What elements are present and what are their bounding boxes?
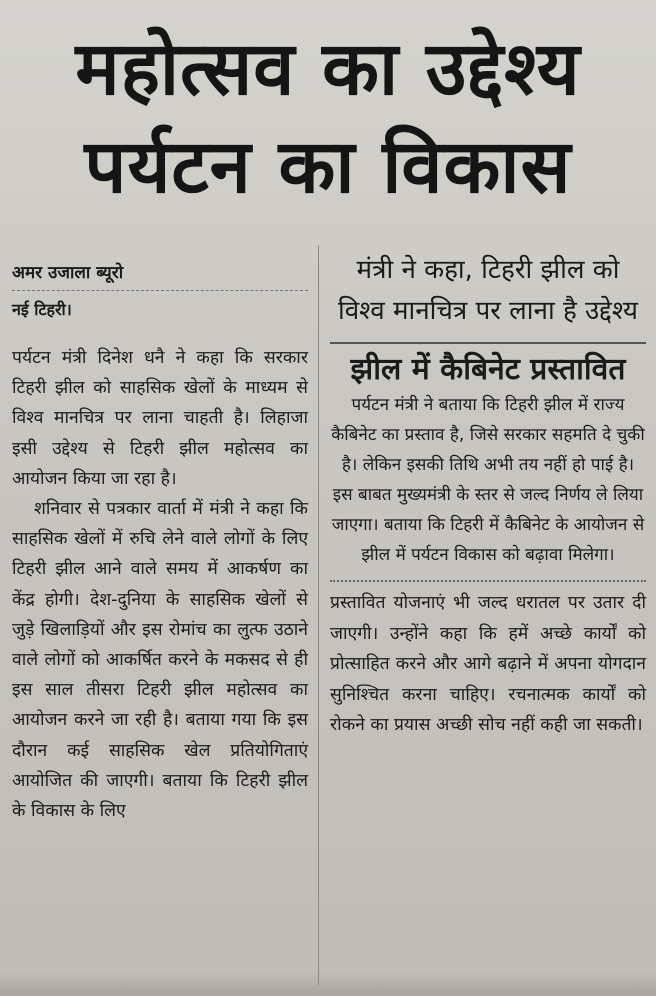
page-bottom-shadow <box>0 972 656 996</box>
headline <box>0 20 656 216</box>
byline-rule <box>12 290 308 291</box>
left-paragraph-2: शनिवार से पत्रकार वार्ता में मंत्री ने कहा कि साहसिक खेलों में रुचि लेने वाले लोगों के लिए टिहरी झील आने वाले समय में आकर्षण का केंद्र होगी। देश-दुनिया के साहसिक खेलों से जुड़े खिलाड़ियों और इस रोमांच का लुत्फ उठाने वाले लोगों को आकर्षित करने के मकसद से ही इस साल तीसरा टिहरी झील महोत्सव का आयोजन करने जा रही है। बताया गया कि इस दौरान कई साहसिक खेल प्रतियोगिताएं आयोजित की जाएगी। बताया कि टिहरी झील के विकास के लिए <box>12 499 308 822</box>
right-paragraph: प्रस्तावित योजनाएं भी जल्द धरातल पर उतार दी जाएगी। उन्होंने कहा कि हमें अच्छे कार्यों को प्रोत्साहित करने और आगे बढ़ाने में अपना योगदान सुनिश्चित करना चाहिए। रचनात्मक कार्यों को रोकने का प्रयास अच्छी सोच नहीं कही जा सकती। <box>330 593 646 735</box>
right-column <box>330 250 646 741</box>
column-divider <box>318 245 319 985</box>
subheading: झील में कैबिनेट प्रस्तावित <box>350 352 626 387</box>
headline-line-2: पर्यटन का विकास <box>84 124 572 210</box>
section-rule <box>330 580 646 582</box>
subheading-paragraph: पर्यटन मंत्री ने बताया कि टिहरी झील में राज्य कैबिनेट का प्रस्ताव है, जिसे सरकार सहमति दे चुकी है। लेकिन इसकी तिथि अभी तय नहीं हो पाई है। इस बाबत मुख्यमंत्री के स्तर से जल्द निर्णय ले लिया जाएगा। बताया कि टिहरी में कैबिनेट के आयोजन से झील में पर्यटन विकास को बढ़ावा मिलेगा। <box>331 395 645 565</box>
dateline-place: नई टिहरी। <box>12 300 72 319</box>
left-paragraph-1: पर्यटन मंत्री दिनेश धनै ने कहा कि सरकार टिहरी झील को साहसिक खेलों के माध्यम से विश्व मानचित्र पर लाना चाहती है। लिहाजा इसी उद्देश्य से टिहरी झील महोत्सव का आयोजन किया जा रहा है। <box>12 348 308 489</box>
headline-line-1: महोत्सव का उद्देश्य <box>75 26 581 112</box>
pull-quote: मंत्री ने कहा, टिहरी झील को विश्व मानचित्र पर लाना है उद्देश्य <box>337 255 639 326</box>
left-column <box>12 260 308 826</box>
pull-quote-rule <box>330 342 646 344</box>
byline: अमर उजाला ब्यूरो <box>12 263 124 283</box>
